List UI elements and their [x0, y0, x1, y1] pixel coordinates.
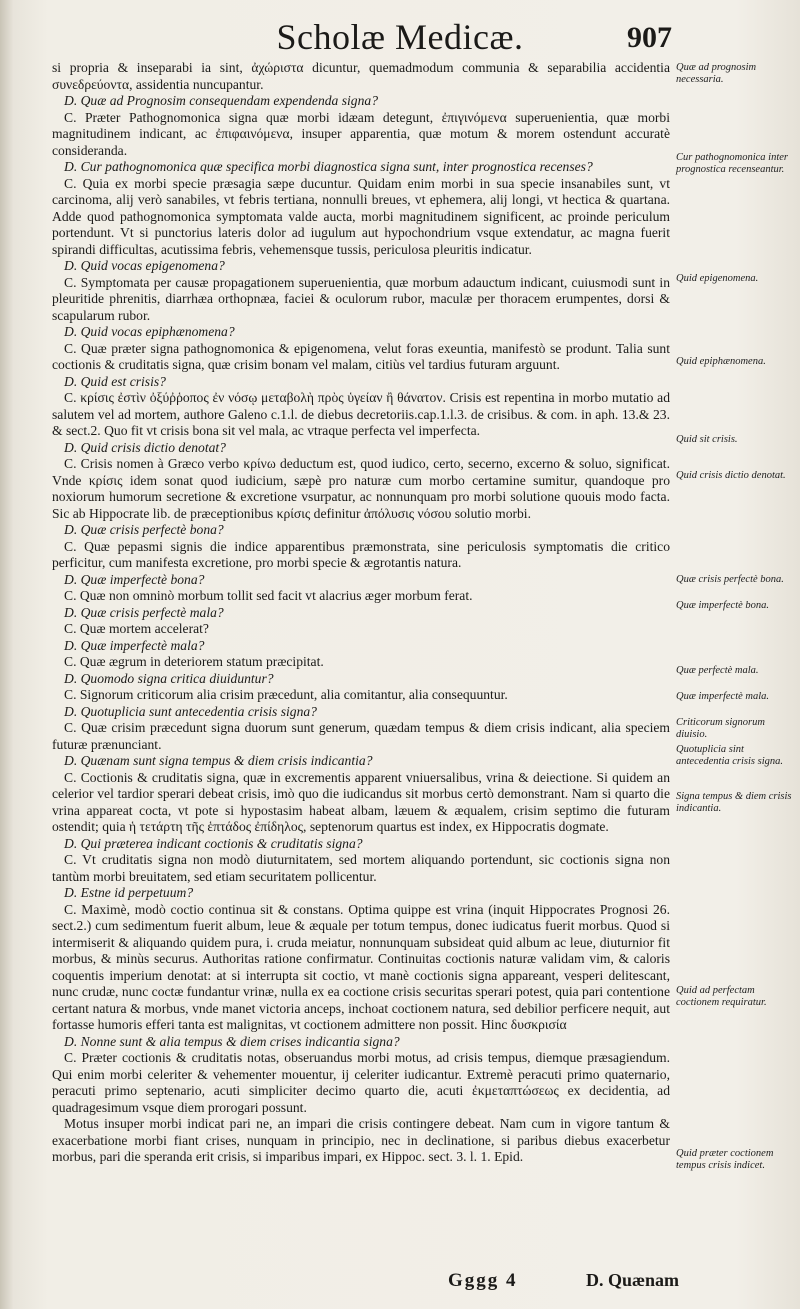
signature-mark: Gggg 4	[448, 1270, 518, 1291]
margin-note: Quid præter coctionem tempus crisis indicet.	[676, 1148, 774, 1171]
answer-paragraph: C. Signorum criticorum alia crisim præcedunt, alia comitantur, alia consequuntur.	[64, 687, 508, 702]
answer-paragraph: C. Quæ mortem accelerat?	[64, 621, 209, 636]
answer-paragraph: C. Quæ non omninò morbum tollit sed facit vt alacrius æger morbum ferat.	[64, 588, 473, 603]
page-number: 907	[627, 21, 672, 54]
page-footer	[0, 1270, 800, 1300]
margin-note: Quæ perfectè mala.	[676, 665, 759, 676]
answer-paragraph: C. Quæ præter signa pathognomonica & epigenomena, velut foras exeuntia, manifestò se produnt. Talia sunt coctionis & cruditatis signa, quæ crisim bonam vel malam, citiùs vel tardius futuram arguunt.	[52, 340, 670, 372]
margin-note: Signa tempus & diem crisis indicantia.	[676, 791, 792, 814]
answer-paragraph: Motus insuper morbi indicat pari ne, an impari die crisis contingere debeat. Nam cum in vigore tantum & exacerbatione morbi fiant crises, nunquam in principio, nec in declinatione, si paribus diebus exacerbetur morbus, pari die speranda erit crisis, si imparibus impari, ex Hippoc. sect. 3. l. 1. Epid.	[52, 1116, 670, 1164]
question-paragraph: D. Quæ ad Prognosim consequendam expendenda signa?	[64, 93, 378, 108]
margin-note: Quid sit crisis.	[676, 434, 738, 445]
question-paragraph: D. Quid vocas epigenomena?	[64, 258, 225, 273]
answer-paragraph: C. Præter coctionis & cruditatis notas, obseruandus morbi motus, ad crisis tempus, diemque præsagiendum. Qui enim morbi celeriter & vehementer mouentur, ij celeriter iudicantur. Extremè peracuti primo quaternario, peracuti primo septenario, acuti simpliciter decimo quarto die, acuti ἐκμεταπτώσεως ex decidentia, ad quadragesimum vsque diem prorogari possunt.	[52, 1050, 670, 1115]
answer-paragraph: C. Coctionis & cruditatis signa, quæ in excrementis apparent vniuersalibus, vrina & deiectione. Si quidem an celerior vel tardior sperari debeat crisis, imò quo die iudicandus sit morbus certò demonstrant. Nam si quarto die vrina appareat cocta, vt pote si hypostasim habeat albam, læuem & æqualem, crisim septimo die futuram ostendit; quia ἡ τετάρτη τῆς ἑπτάδος ἐπίδηλος, septenorum quartus est index, ex Hippocratis dogmate.	[52, 769, 670, 834]
question-paragraph: D. Quid vocas epiphænomena?	[64, 324, 235, 339]
answer-paragraph: C. Præter Pathognomonica signa quæ morbi idæam detegunt, ἐπιγινόμενα superuenientia, quæ morbi magnitudinem indicant, ac ἐπιφαινόμενα, insuper apparentia, quæ motum & morem ostendunt accuratè consideranda.	[52, 109, 670, 158]
question-paragraph: D. Quæ crisis perfectè mala?	[64, 604, 224, 620]
question-paragraph: D. Quæ imperfectè bona?	[64, 571, 205, 587]
question-paragraph: D. Quomodo signa critica diuiduntur?	[64, 670, 274, 686]
margin-note: Quæ ad prognosim necessaria.	[676, 62, 757, 85]
margin-note: Quid epiphænomena.	[676, 356, 766, 367]
question-paragraph: D. Quid est crisis?	[64, 373, 166, 389]
running-head: Scholæ Medicæ.	[276, 17, 524, 57]
answer-paragraph: C. Crisis nomen à Græco verbo κρίνω deductum est, quod iudico, certo, secerno, excerno & soluo, significat. Vnde κρίσις idem sonat quod iudicium, sæpè pro naturæ cum morbo certamine sumitur, quandoque pro noxiorum humorum secretione & excretione vsurpatur, ac nonnunquam pro morbi solutione quouis modo facta. Sic ab Hippocrate lib. de præceptionibus κρίσις definitur ἀπόλυσις νόσου solutio morbi.	[52, 456, 670, 521]
margin-note: Quid ad perfectam coctionem requiratur.	[676, 985, 767, 1008]
answer-paragraph: C. κρίσις ἐστὶν ὀξύῤῥοπος ἐν νόσῳ μεταβολὴ πρὸς ὑγείαν ἢ θάνατον. Crisis est repentina in morbo mutatio ad salutem vel ad mortem, authore Galeno c.1.l. de diebus decretoriis.cap.1.l.3. de crisibus. & com. in aph. 13.& 23. & sect.2. Quo fit vt crisis bona sit vel mala, ac vtraque perfecta vel imperfecta.	[52, 390, 670, 438]
margin-note: Quæ imperfectè bona.	[676, 600, 770, 611]
question-paragraph: D. Quid crisis dictio denotat?	[64, 439, 226, 455]
margin-note: Quid epigenomena.	[676, 273, 759, 284]
page-gutter	[0, 0, 14, 1309]
margin-note: Quæ imperfectè mala.	[676, 691, 770, 702]
question-paragraph: D. Quænam sunt signa tempus & diem crisis indicantia?	[64, 753, 373, 768]
answer-paragraph: C. Quia ex morbi specie præsagia sæpe ducuntur. Quidam enim morbi in sua specie insanabiles sunt, vt carcinoma, alij verò sanabiles, vt febris tertiana, nonnulli breues, vt ephemera, alij longi, vt hectica & quartana. Adde quod pathognomonica symptomata valde aucta, morbi magnitudinem significent, ac proinde periculum portendunt. Vt si punctorius lateris dolor ad iugulum aut hypochondrium vsque extendatur, ac magna fuerit spirandi difficultas, acutissima febris, vehemensque tussis, periculosa pleuritis indicatur.	[52, 175, 670, 257]
question-paragraph: D. Qui præterea indicant coctionis & cruditatis signa?	[64, 835, 363, 851]
question-paragraph: D. Nonne sunt & alia tempus & diem crises indicantia signa?	[64, 1033, 400, 1049]
main-text-column	[52, 60, 670, 1166]
answer-paragraph: C. Vt cruditatis signa non modò diuturnitatem, sed mortem aliquando portendunt, sic coctionis signa non tantùm morbi breuitatem, sed etiam securitatem pollicentur.	[52, 852, 670, 884]
answer-paragraph: C. Quæ ægrum in deteriorem statum præcipitat.	[64, 654, 324, 669]
catchword: D. Quænam	[586, 1270, 680, 1290]
margin-note: Quæ crisis perfectè bona.	[676, 574, 784, 585]
question-paragraph: D. Cur pathognomonica quæ specifica morbi diagnostica signa sunt, inter prognostica recenses?	[64, 159, 593, 174]
continued-paragraph: si propria & inseparabi ia sint, ἀχώριστα dicuntur, quemadmodum communia & separabilia accidentia συνεδρεύοντα, assidentia nuncupantur.	[52, 60, 670, 92]
margin-note: Quid crisis dictio denotat.	[676, 470, 786, 481]
answer-paragraph: C. Maximè, modò coctio continua sit & constans. Optima quippe est vrina (inquit Hippocrates Prognosi 26. sect.2.) cum sedimentum fuerit album, leue & æquale per totum tempus, donec iudicatus fuerit morbus. Quod si intermiserit & aliquando quidem pura, i. cruda meiatur, nonnunquam subsideat quid album ac leue, diuturnior fit morbus, & minùs securus. Authoritas ratione confirmatur. Continuitas coctionis naturæ validam vim, & caloris coquentis imperium denotat: at si interrupta sit coctio, vt manè coctionis signa appareant, vesperi delitescant, nunc crudæ, nunc coctæ fundantur vrinæ, nulla ex ea coctione crisis securitas sperari potest, quia pari contentione certant natura & morbus, vnde manet victoria anceps, inchoat coctionem natura, sed debilior perficere nequit, aut fortasse humoris efferi tanta est malignitas, vt coctionem admittere non possit. Hinc δυσκρισία	[52, 901, 670, 1032]
answer-paragraph: C. Quæ crisim præcedunt signa duorum sunt generum, quædam tempus & diem crisis indicant, alia speciem futuræ prænunciant.	[52, 720, 670, 752]
question-paragraph: D. Quæ imperfectè mala?	[64, 637, 205, 653]
answer-paragraph: C. Quæ pepasmi signis die indice apparentibus præmonstrata, sine periculosis symptomatis die critico perficitur, cum manifesta excretione, pro morbi specie & ægrotantis natura.	[52, 538, 670, 570]
answer-paragraph: C. Symptomata per causæ propagationem superuenientia, quæ morbum adauctum indicant, cuiusmodi sunt in pleuritide phrenitis, diarrhæa orthopnæa, faciei & oculorum rubor, maculæ per thoracem erumpentes, dorsi & scapularum rubor.	[52, 274, 670, 323]
margin-note: Cur pathognomonica inter prognostica recenseantur.	[676, 152, 788, 175]
page-header	[0, 14, 800, 60]
margin-note: Criticorum signorum diuisio.	[676, 717, 765, 740]
margin-note: Quotuplicia sint antecedentia crisis signa.	[676, 744, 784, 767]
question-paragraph: D. Estne id perpetuum?	[64, 885, 194, 900]
question-paragraph: D. Quotuplicia sunt antecedentia crisis signa?	[64, 703, 317, 719]
question-paragraph: D. Quæ crisis perfectè bona?	[64, 522, 224, 537]
